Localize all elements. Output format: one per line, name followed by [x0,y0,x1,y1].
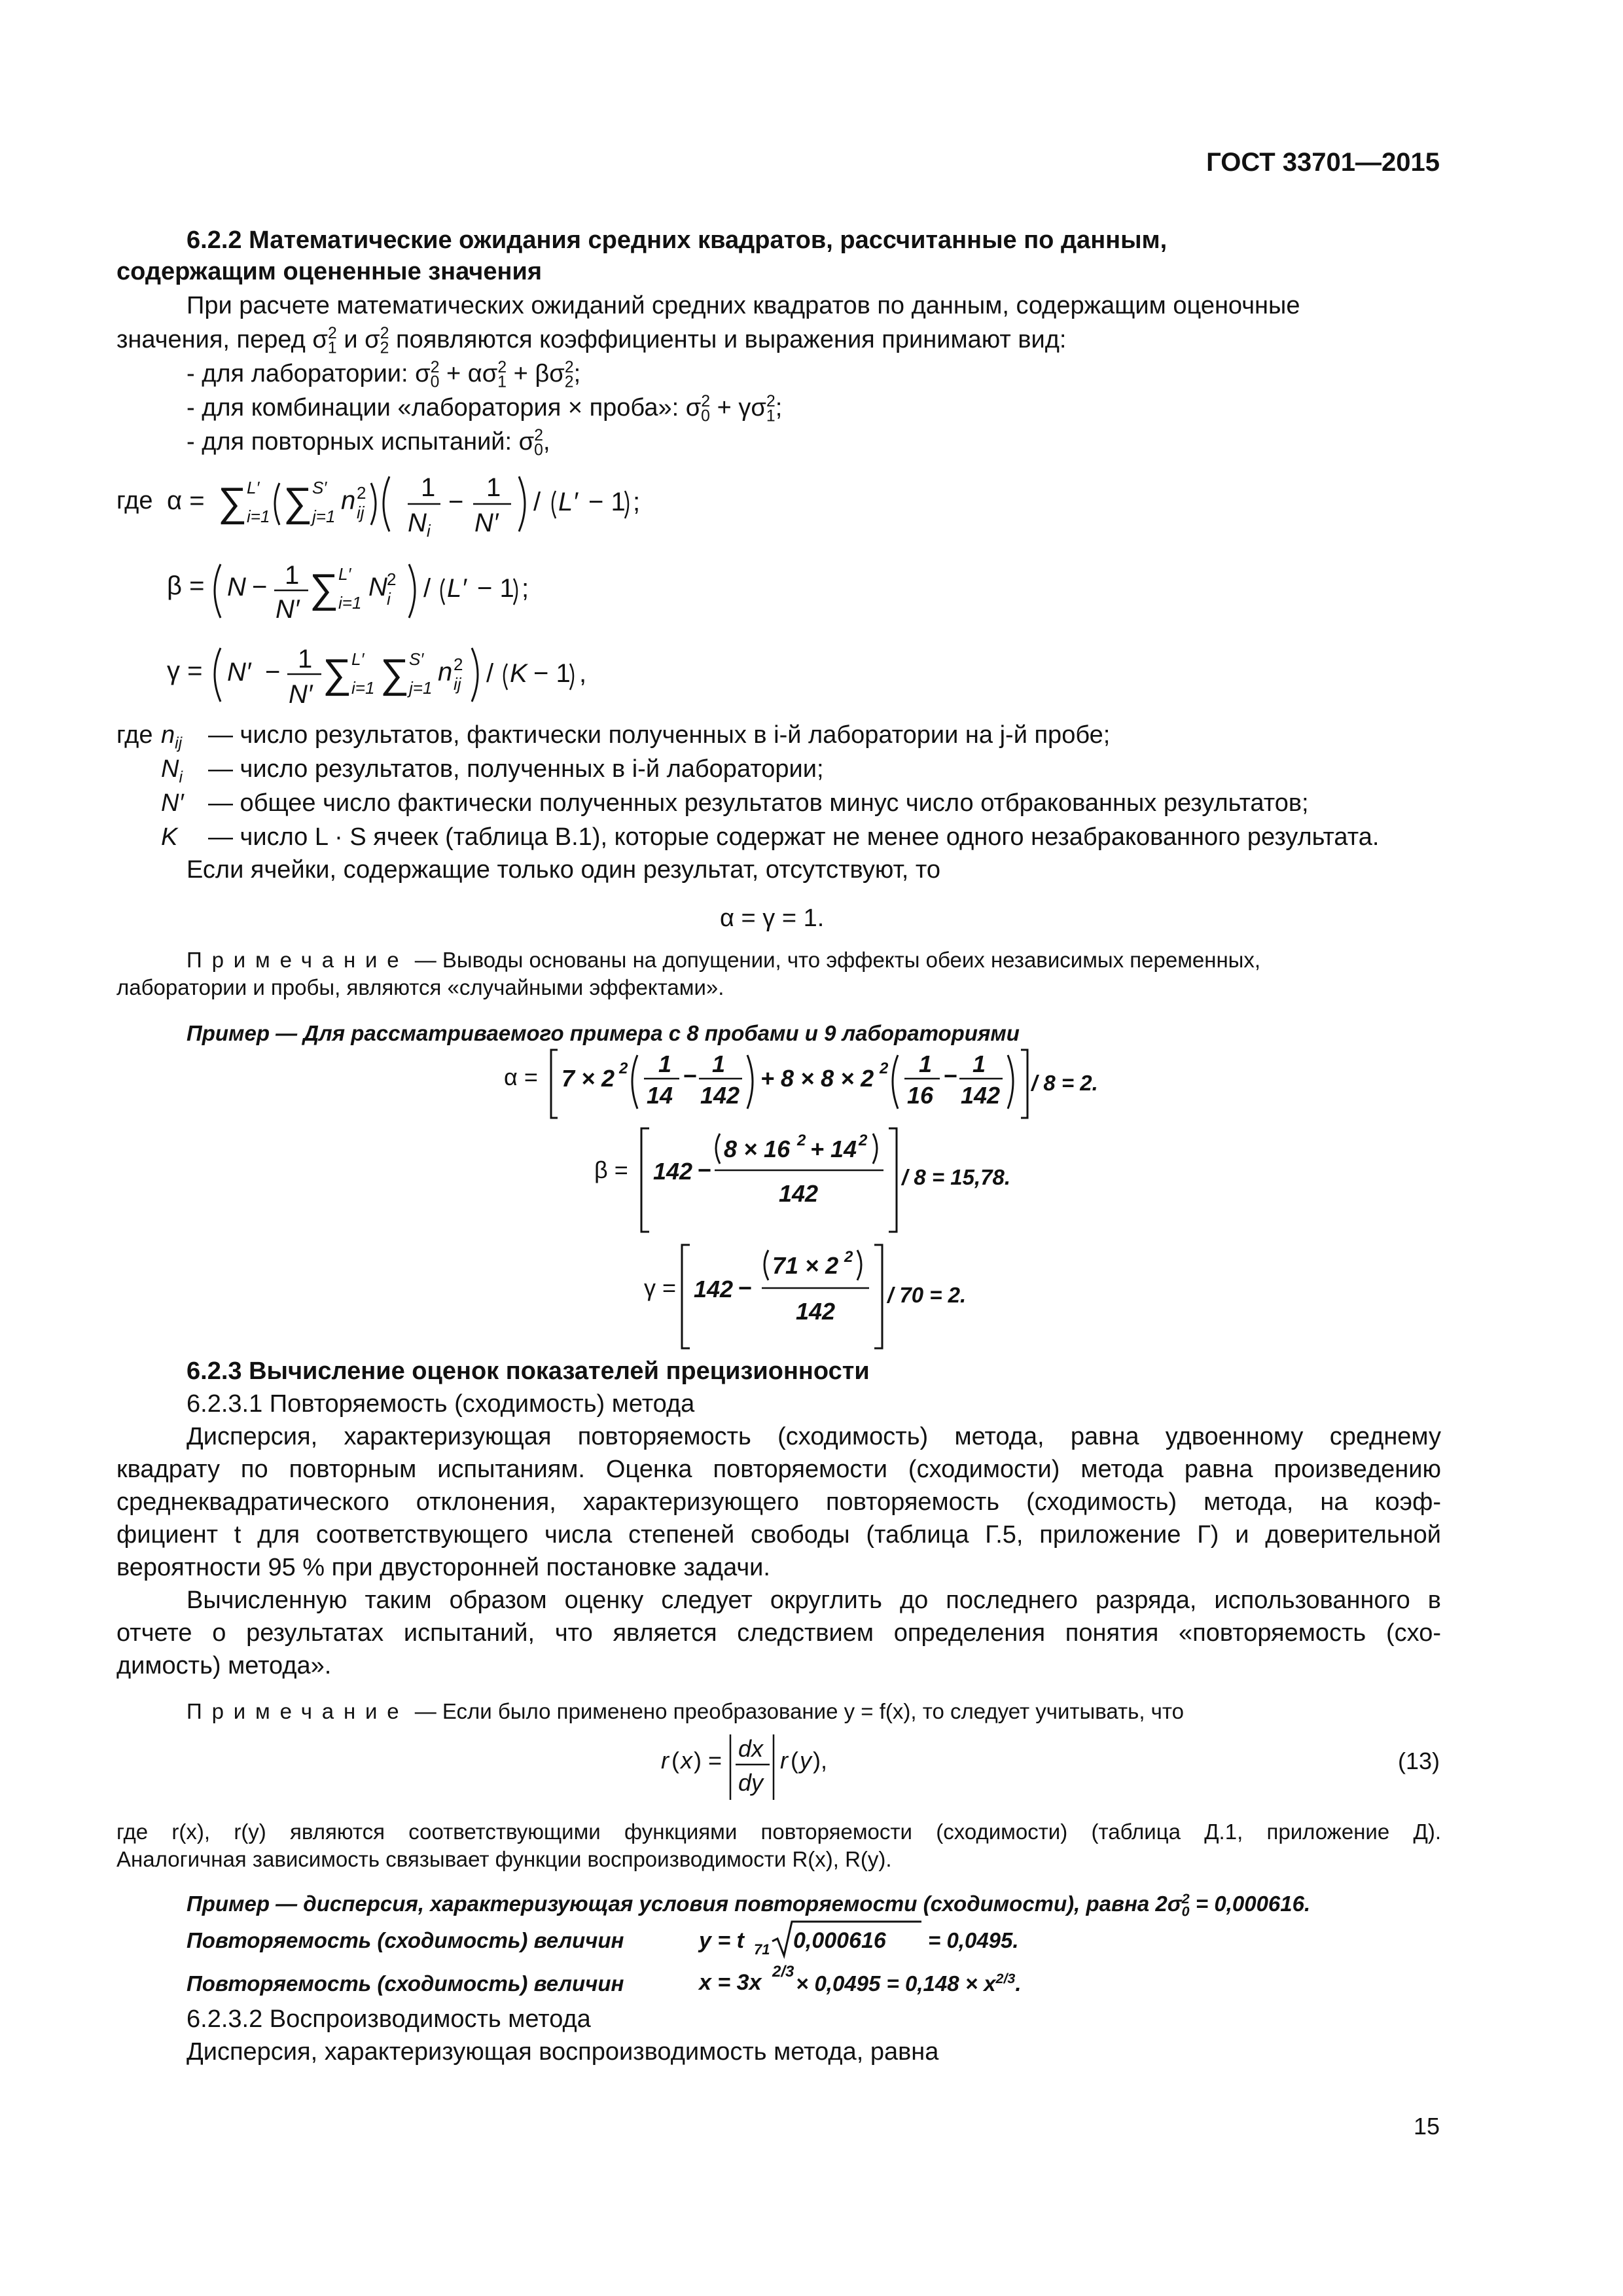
para2-line3: димость) метода». [116,1652,332,1679]
example-alpha-result: / 8 = 2. [1031,1071,1098,1095]
svg-text:N: N [368,573,387,601]
note-2-after-line1: где r(x), r(y) являются соответствующими функциями повторяемости (сходимости) (таблица Д.1, приложение Д). [116,1820,1441,1844]
def-text-k: — число L · S ячеек (таблица В.1), которые содержат не менее одного незабракованного результата. [208,823,1380,851]
alpha-gamma-equation: α = γ = 1. [720,905,825,932]
equation-number-13: (13) [1397,1748,1440,1774]
svg-text:x = 3x: x = 3x [699,1970,762,1995]
svg-text:L′: L′ [351,649,365,669]
para1-line1: Дисперсия, характеризующая повторяемость (сходимость) метода, равна удвоенному среднему [187,1423,1441,1450]
section-6231-title: 6.2.3.1 Повторяемость (сходимость) метода [187,1390,695,1418]
para2-line2: отчете о результатах испытаний, что является следствием определения понятия «повторяемость (схо- [116,1619,1441,1647]
note-1-line1: Примечание — Выводы основаны на допущении, что эффекты обеих независимых переменных, [187,948,1261,972]
svg-text:x: x [681,1747,692,1774]
svg-text:142: 142 [694,1276,734,1302]
svg-text:dx: dx [738,1735,764,1762]
svg-text:1: 1 [421,473,436,502]
def-text-ni: — число результатов, полученных в i-й лаборатории; [208,755,824,783]
svg-text:ij: ij [454,674,461,694]
svg-text:∑: ∑ [283,480,313,525]
svg-text:142: 142 [653,1158,693,1185]
svg-text:K: K [510,659,527,688]
svg-text:) =: ) = [694,1747,722,1774]
svg-text:1: 1 [285,561,300,590]
svg-text:−: − [738,1274,753,1301]
svg-text:N′: N′ [227,658,251,687]
svg-text:142: 142 [796,1298,836,1325]
section-623-title: 6.2.3 Вычисление оценок показателей прецизионности [187,1357,870,1385]
svg-text:;: ; [633,488,641,516]
svg-text:/: / [486,659,494,688]
item-laboratory: - для лаборатории: $\sigma_0^2 + \alpha\sigma_1^2 + \beta\sigma_2^2$; [187,359,581,391]
svg-text:−: − [683,1062,698,1089]
svg-text:−: − [698,1157,712,1183]
svg-text:2: 2 [797,1132,806,1149]
where-label: где [116,487,153,514]
svg-text:1: 1 [972,1050,986,1077]
svg-text:L′: L′ [338,564,351,584]
svg-text:−: − [448,488,464,516]
svg-text:S′: S′ [409,649,424,669]
svg-text:N: N [227,573,246,601]
svg-text:L′: L′ [247,478,260,497]
svg-text:2: 2 [880,1060,889,1077]
svg-text:2: 2 [619,1060,628,1077]
svg-text:y: y [800,1747,812,1774]
example-2-line2-result: = 0,0495. [928,1928,1019,1952]
svg-text:2: 2 [844,1248,853,1266]
section-622-title-line2: содержащим оцененные значения [116,258,542,285]
svg-text:Ni: $N_i$ [408,509,431,541]
svg-text:1: 1 [919,1050,933,1077]
svg-text:2: 2 [454,655,463,674]
section-622-title-line1: 6.2.2 Математические ожидания средних квадратов, рассчитанные по данным, [187,226,1168,254]
svg-text:−: − [944,1062,958,1089]
svg-text:L′: L′ [447,574,467,603]
svg-text:1: 1 [658,1050,672,1077]
svg-text:i=1: i=1 [338,593,362,613]
beta-formula [167,550,560,641]
section-622-intro-line1: При расчете математических ожиданий средних квадратов по данным, содержащим оценочные [187,292,1300,319]
example-2-line3: Повторяемость (сходимость) величин [187,1971,624,1996]
svg-text:α =: α = [504,1064,538,1090]
example-2-line3-result: × $0,0495 = 0,148 \times x^{2/3}$. [796,1971,1022,1996]
svg-text:2/3: 2/3 [772,1963,794,1981]
single-cells-text: Если ячейки, содержащие только один результат, отсутствуют, то [187,856,940,884]
svg-text:β =: β = [594,1157,628,1183]
note-2-after-line2: Аналогичная зависимость связывает функции воспроизводимости R(x), R(y). [116,1847,892,1871]
svg-text:/: / [533,488,541,516]
def-text-nij: — число результатов, фактически полученных в i-й лаборатории на j-й пробе; [208,721,1111,749]
note-2-line: Примечание — Если было применено преобразование y = f(x), то следует учитывать, что [187,1699,1184,1723]
svg-text:;: ; [522,574,529,603]
def-symbol-nprime: N′ [161,789,184,817]
item-repeat-tests: - для повторных испытаний: $\sigma_0^2$, [187,427,550,459]
svg-text:142: 142 [961,1082,1001,1109]
item-lab-sample-combination: - для комбинации «лаборатория × проба»: $\sigma_0^2 + \gamma\sigma_1^2$; [187,393,783,425]
svg-text:i=1: i=1 [351,678,375,698]
where-label-2: где [116,721,153,749]
svg-text:16: 16 [907,1082,934,1109]
svg-text:j=1: j=1 [312,507,336,526]
def-symbol-ni: $N_i$ [161,755,183,787]
svg-text:r: r [661,1747,669,1774]
svg-text:71: 71 [754,1941,770,1958]
svg-text:β =: β = [167,571,205,600]
svg-text:∑: ∑ [323,651,352,696]
svg-text:ij: ij [357,503,365,522]
svg-text:− 1: − 1 [533,659,571,688]
svg-text:α =: α = [167,486,205,515]
para1-line4: фициент t для соответствующего числа степеней свободы (таблица Г.5, приложение Г) и доверительной [116,1521,1441,1549]
example-gamma-result: / 70 = 2. [887,1283,967,1307]
svg-text:γ =: γ = [644,1274,677,1301]
svg-text:∑: ∑ [310,566,339,611]
svg-text:−: − [252,573,268,601]
svg-text:14: 14 [647,1082,673,1109]
svg-text:i=1: i=1 [247,507,270,526]
example-2-line2-formula [699,1918,1092,1964]
svg-text:(: ( [671,1747,679,1774]
para1-line3: среднеквадратического отклонения, характеризующего повторяемость (сходимость) метода, на коэф- [116,1488,1441,1516]
note-1-line2: лаборатории и пробы, являются «случайными эффектами». [116,975,724,999]
svg-text:+ 14: + 14 [810,1136,857,1162]
section-622-intro-line2: значения, перед $\sigma_1^2$ и $\sigma_2^2$ появляются коэффициенты и выражения принимают вид: [116,325,1067,357]
svg-text:N′: N′ [276,595,300,624]
example-beta-result: / 8 = 15,78. [902,1165,1011,1189]
example-1-title: Пример — Для рассматриваемого примера с 8 пробами и 9 лабораториями [187,1021,1020,1045]
svg-text:2: 2 [387,569,397,589]
svg-text:/: / [423,574,431,603]
para1-line2: квадрату по повторным испытаниям. Оценка повторяемости (сходимости) метода равна произведению [116,1456,1441,1483]
svg-text:∑: ∑ [380,651,410,696]
svg-text:0,000616: 0,000616 [793,1928,886,1953]
example-2-line2: Повторяемость (сходимость) величин [187,1928,624,1952]
svg-text:1: 1 [486,473,501,502]
svg-text:r: r [780,1747,788,1774]
standard-code-header: ГОСТ 33701—2015 [1206,148,1440,177]
svg-text:7 × 2: 7 × 2 [562,1065,615,1092]
gamma-formula [167,634,638,725]
svg-text:N′: N′ [474,509,499,537]
svg-text:1: 1 [712,1050,726,1077]
para1-line5: вероятности 95 % при двусторонней постановке задачи. [116,1554,770,1581]
section-6232-text: Дисперсия, характеризующая воспроизводимость метода, равна [187,2038,939,2066]
svg-text:dy: dy [738,1769,764,1796]
equation-13 [661,1728,923,1806]
svg-text:2: 2 [859,1132,868,1149]
svg-text:),: ), [813,1747,827,1774]
def-symbol-k: K [161,823,178,851]
svg-text:− 1: − 1 [477,574,514,603]
svg-text:71 × 2: 71 × 2 [772,1252,839,1279]
svg-text:γ =: γ = [167,656,203,685]
svg-text:− 1: − 1 [588,488,626,516]
svg-text:i: i [387,589,391,609]
def-text-nprime: — общее число фактически полученных результатов минус число отбракованных результатов; [208,789,1309,817]
svg-text:2: 2 [357,483,366,503]
svg-text:,: , [579,659,587,688]
svg-text:+ 8 × 8 × 2: + 8 × 8 × 2 [760,1065,874,1092]
svg-text:j=1: j=1 [409,678,433,698]
svg-text:n: n [341,486,356,515]
alpha-formula [167,458,690,550]
svg-text:−: − [265,658,281,687]
def-symbol-nij: $n_{ij}$ [161,721,183,753]
para2-line1: Вычисленную таким образом оценку следует округлить до последнего разряда, использованного в [187,1587,1441,1614]
svg-text:(: ( [791,1747,798,1774]
svg-text:n: n [438,658,453,687]
svg-text:y = t: y = t [699,1928,744,1953]
svg-text:N′: N′ [289,680,313,709]
page-number: 15 [1413,2113,1440,2140]
svg-text:L′: L′ [558,488,578,516]
svg-text:142: 142 [779,1180,819,1207]
svg-text:8 × 16: 8 × 16 [724,1136,791,1162]
svg-text:142: 142 [700,1082,740,1109]
section-6232-title: 6.2.3.2 Воспроизводимость метода [187,2005,591,2033]
svg-text:∑: ∑ [218,480,247,525]
example-2-line1: Пример — дисперсия, характеризующая условия повторяемости (сходимости), равна $2\sigma_0^2 = 0,000616$. [187,1891,1311,1920]
svg-text:1: 1 [298,645,313,673]
svg-text:S′: S′ [312,478,327,497]
